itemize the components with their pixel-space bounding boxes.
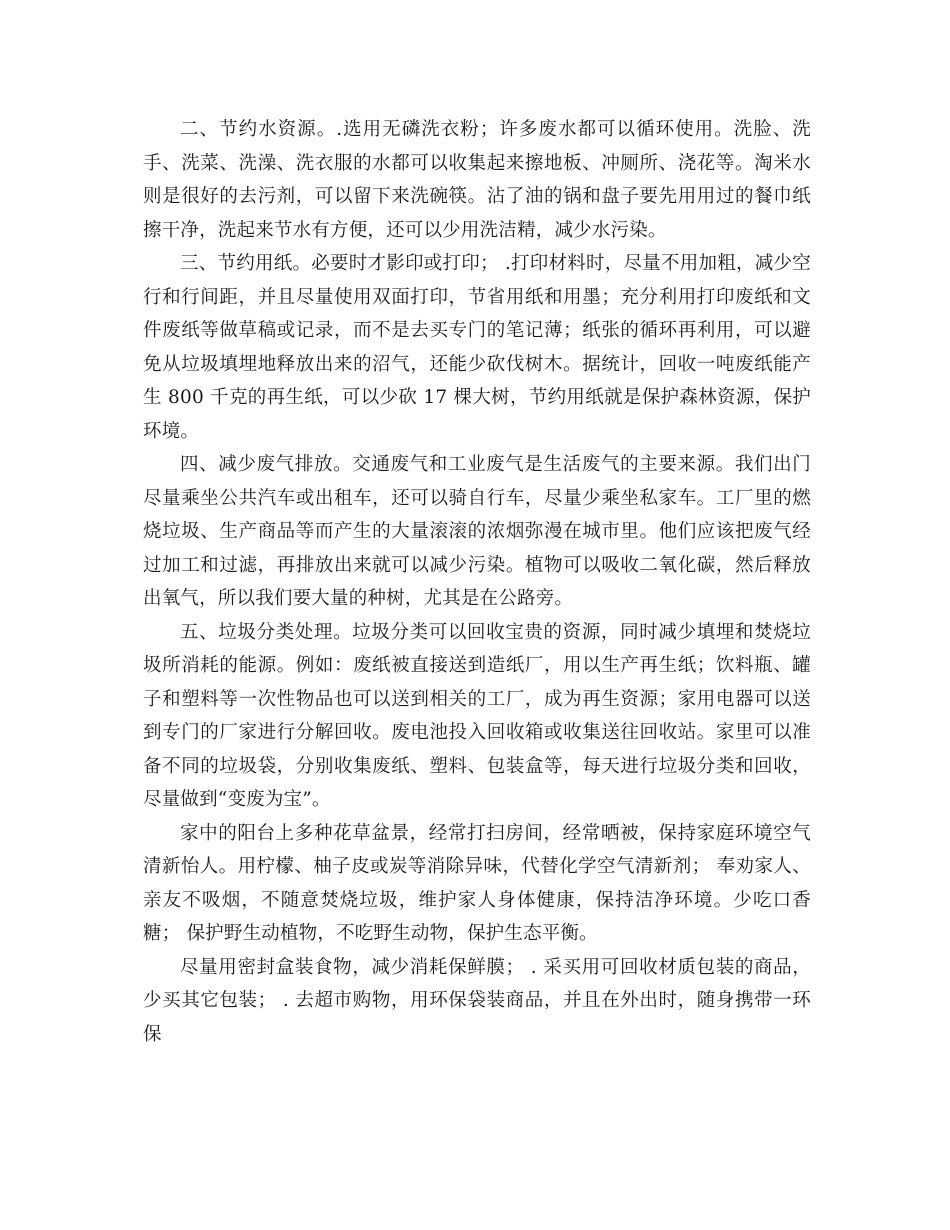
paragraph-water-saving: 二、节约水资源。.选用无磷洗衣粉；许多废水都可以循环使用。洗脸、洗手、洗菜、洗澡、洗衣服的水都可以收集起来擦地板、冲厕所、浇花等。淘米水则是很好的去污剂，可以留下来洗碗筷。沾了油的锅和盘子要先用用过的餐巾纸擦干净，洗起来节水有方便，还可以少用洗洁精，减少水污染。 [143,119,811,241]
paragraph-paper-saving: 三、节约用纸。必要时才影印或打印； .打印材料时，尽量不用加粗，减少空行和行间距，并且尽量使用双面打印，节省用纸和用墨；充分利用打印废纸和文件废纸等做草稿或记录，而不是去买专门的笔记薄；纸张的循环再利用，可以避免从垃圾填埋地释放出来的沼气，还能少砍伐树木。据统计，回收一吨废纸能产生 800 千克的再生纸，可以少砍 17 棵大树，节约用纸就是保护森林资源，保护环境。 [143,253,811,442]
document-body [143,113,811,1051]
paragraph-packaging: 尽量用密封盒装食物，减少消耗保鲜膜； . 采买用可回收材质包装的商品，少买其它包装； . 去超市购物，用环保袋装商品，并且在外出时，随身携带一环保 [143,956,811,1045]
paragraph-home-environment: 家中的阳台上多种花草盆景，经常打扫房间，经常晒被，保持家庭环境空气清新怡人。用柠檬、柚子皮或炭等消除异味，代替化学空气清新剂； 奉劝家人、亲友不吸烟，不随意焚烧垃圾，维护家人身体健康，保持洁净环境。少吃口香糖； 保护野生动植物，不吃野生动物，保护生态平衡。 [143,822,811,944]
paragraph-emission-reduction: 四、减少废气排放。交通废气和工业废气是生活废气的主要来源。我们出门尽量乘坐公共汽车或出租车，还可以骑自行车，尽量少乘坐私家车。工厂里的燃烧垃圾、生产商品等而产生的大量滚滚的浓烟弥漫在城市里。他们应该把废气经过加工和过滤，再排放出来就可以减少污染。植物可以吸收二氧化碳，然后释放出氧气，所以我们要大量的种树，尤其是在公路旁。 [143,454,811,609]
paragraph-waste-sorting: 五、垃圾分类处理。垃圾分类可以回收宝贵的资源，同时减少填埋和焚烧垃圾所消耗的能源。例如：废纸被直接送到造纸厂，用以生产再生纸；饮料瓶、罐子和塑料等一次性物品也可以送到相关的工厂，成为再生资源；家用电器可以送到专门的厂家进行分解回收。废电池投入回收箱或收集送往回收站。家里可以准备不同的垃圾袋，分别收集废纸、塑料、包装盒等，每天进行垃圾分类和回收，尽量做到“变废为宝”。 [143,621,811,810]
